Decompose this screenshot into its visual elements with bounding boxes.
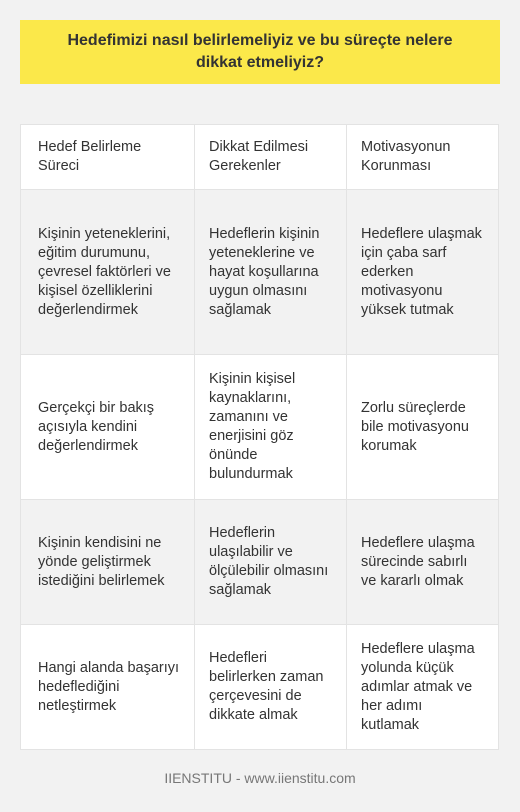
table-cell: Kişinin kişisel kaynaklarını, zamanını ve enerjisini göz önünde bulundurmak: [195, 355, 347, 499]
table-cell: Gerçekçi bir bakış açısıyla kendini değerlendirmek: [21, 355, 195, 499]
footer-credit: IIENSTITU - www.iienstitu.com: [164, 770, 356, 786]
table-cell: Kişinin yeteneklerini, eğitim durumunu, çevresel faktörleri ve kişisel özelliklerini değerlendirmek: [21, 190, 195, 354]
table-cell: Hedeflerin ulaşılabilir ve ölçülebilir olmasını sağlamak: [195, 500, 347, 624]
page-title: Hedefimizi nasıl belirlemeliyiz ve bu süreçte nelere dikkat etmeliyiz?: [67, 32, 453, 71]
title-banner: [20, 20, 500, 84]
table-row: [21, 190, 498, 355]
table-cell: Hedefleri belirlerken zaman çerçevesini de dikkate almak: [195, 625, 347, 749]
table-cell: Hedeflere ulaşma sürecinde sabırlı ve kararlı olmak: [361, 534, 475, 589]
header-cell: Motivasyonun Korunması: [361, 139, 451, 174]
table-cell: Hedeflere ulaşma yolunda küçük adımlar atmak ve her adımı kutlamak: [361, 640, 475, 733]
table-header-row: [21, 125, 498, 190]
table-cell: Hedeflerin kişinin yeteneklerine ve hayat koşullarına uygun olmasını sağlamak: [195, 190, 347, 354]
comparison-table: [20, 124, 499, 750]
table-cell: Zorlu süreçlerde bile motivasyonu korumak: [361, 399, 469, 454]
header-cell: Dikkat Edilmesi Gerekenler: [195, 125, 347, 189]
table-row: [21, 355, 498, 500]
table-cell: Hangi alanda başarıyı hedeflediğini netleştirmek: [21, 625, 195, 749]
table-cell: Kişinin kendisini ne yönde geliştirmek istediğini belirlemek: [21, 500, 195, 624]
table-cell: Hedeflere ulaşmak için çaba sarf ederken motivasyonu yüksek tutmak: [361, 225, 482, 318]
table-row: [21, 500, 498, 625]
table-row: [21, 625, 498, 749]
header-cell: Hedef Belirleme Süreci: [21, 125, 195, 189]
